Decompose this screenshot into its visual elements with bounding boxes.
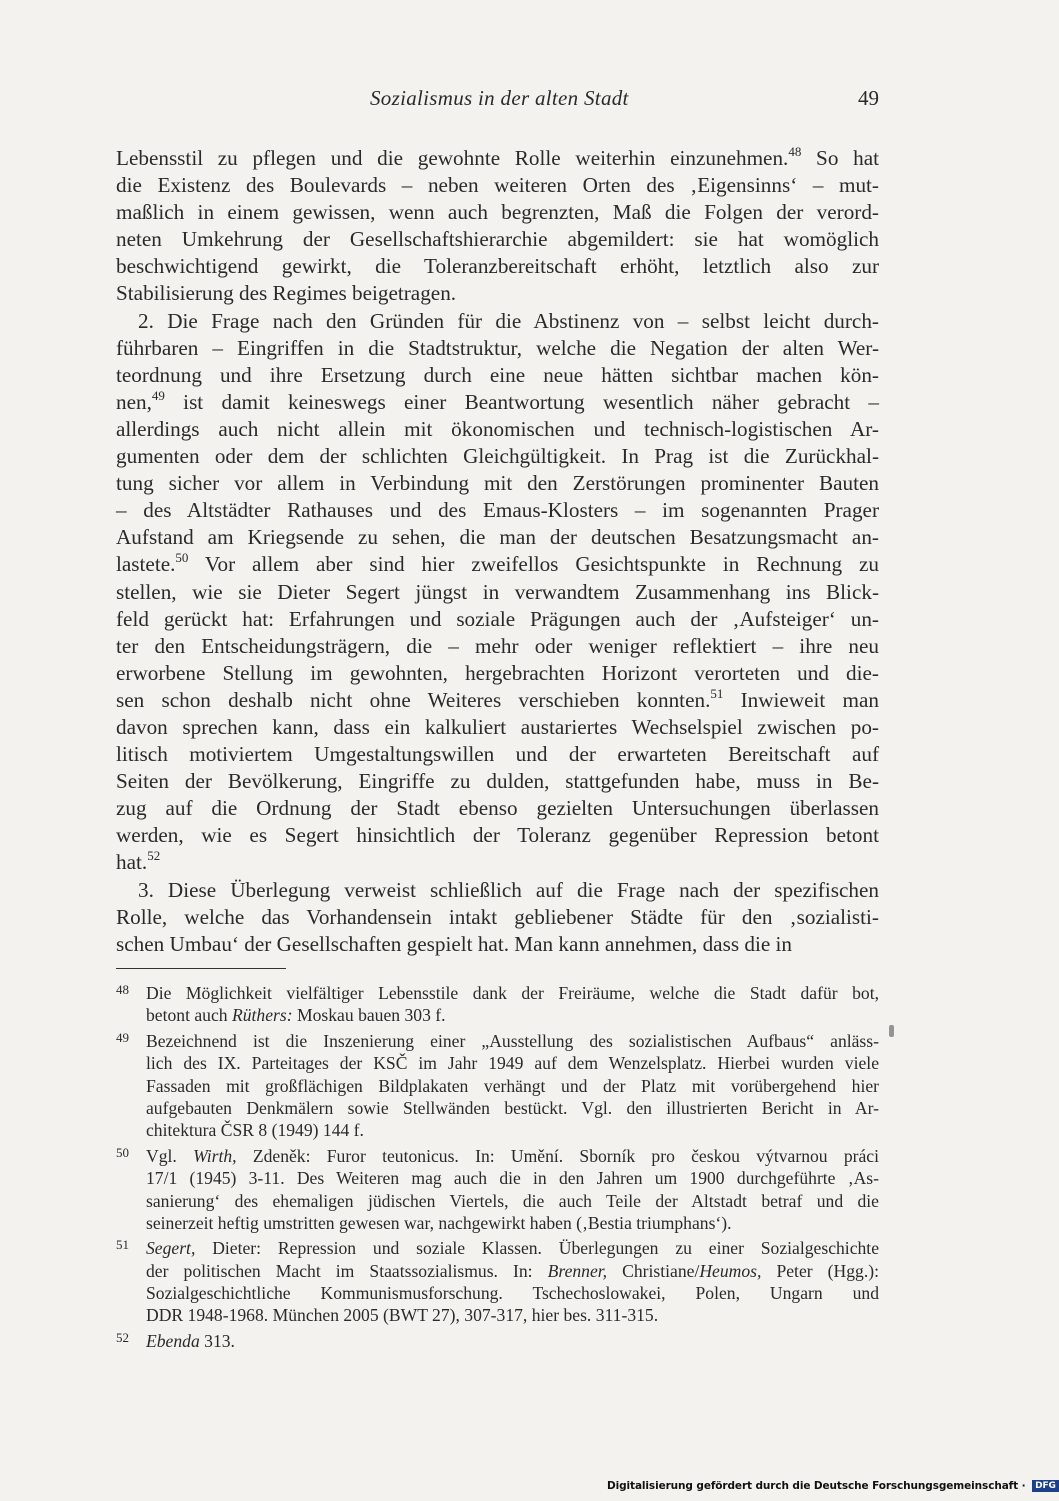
running-head [116,86,879,116]
text-line: die Existenz des Boulevards – neben weiteren Orten des ‚Eigensinns‘ – mut- [116,173,879,198]
footnote-line: Sozialgeschichtliche Kommunismusforschung. Tschechoslowakei, Polen, Ungarn und [146,1283,879,1304]
body-text [116,145,879,958]
footnote-line: der politischen Macht im Staatssozialismus. In: Brenner, Christiane/Heumos, Peter (Hgg.): [146,1260,879,1281]
text-line: werden, wie es Segert hinsichtlich der Toleranz gegenüber Repression betont [116,823,879,848]
footnote [116,982,879,1027]
text-line: teordnung und ihre Ersetzung durch eine neue hätten sichtbar machen kön- [116,362,879,387]
footnote-line: Vgl. Wirth, Zdeněk: Furor teutonicus. In: Umění. Sborník pro českou výtvarnou práci [146,1145,880,1166]
footnote-reference[interactable]: 49 [151,387,165,403]
footnote-reference[interactable]: 52 [147,848,161,864]
footnote-separator [116,968,286,969]
footnote-number: 52 [116,1329,129,1345]
text-line: zug auf die Ordnung der Stadt ebenso gezielten Untersuchungen überlassen [116,796,879,821]
text-line: feld gerückt hat: Erfahrungen und soziale Prägungen auch der ‚Aufsteiger‘ un- [116,606,879,631]
footnote-line: Bezeichnend ist die Inszenierung einer „Ausstellung des sozialistischen Aufbaus“ anläss- [146,1030,879,1051]
footnote-line: lich des IX. Parteitages der KSČ im Jahr 1949 auf dem Wenzelsplatz. Hierbei wurden viele [146,1053,879,1074]
text-line: erworbene Stellung im gewohnten, hergebrachten Horizont verorteten und die- [116,660,879,685]
text-line: führbaren – Eingriffen in die Stadtstruktur, welche die Negation der alten Wer- [116,335,879,360]
footnote-line: seinerzeit heftig umstritten gewesen war, nachgewirkt haben (‚Bestia triumphans‘). [146,1212,732,1233]
footnote-line: DDR 1948-1968. München 2005 (BWT 27), 307-317, hier bes. 311-315. [146,1305,659,1326]
text-line: 3. Diese Überlegung verweist schließlich auf die Frage nach der spezifischen [138,877,879,902]
text-line: Seiten der Bevölkerung, Eingriffe zu dulden, stattgefunden habe, muss in Be- [116,769,879,794]
digitization-credit [607,1480,1059,1492]
text-line: Aufstand am Kriegsende zu sehen, die man der deutschen Besatzungsmacht an- [116,525,879,550]
footnote-line: Segert, Dieter: Repression und soziale Klassen. Überlegungen zu einer Sozialgeschichte [146,1238,879,1259]
text-line: stellen, wie sie Dieter Segert jüngst in verwandtem Zusammenhang ins Blick- [116,579,879,604]
text-line: – des Altstädter Rathauses und des Emaus-Klosters – im sogenannten Prager [116,498,879,523]
footnote-reference[interactable]: 48 [788,143,802,159]
text-line: nen,$^{49}$ ist damit keineswegs einer Beantwortung wesentlich näher gebracht – [116,387,879,414]
text-line: maßlich in einem gewissen, wenn auch begrenzten, Maß die Folgen der verord- [116,200,879,225]
footnote-line: Ebenda 313. [146,1330,235,1351]
footnote-line: 17/1 (1945) 3-11. Des Weiteren mag auch die in den Jahren um 1900 durchgeführte ‚As- [146,1168,879,1189]
text-line: schen Umbau‘ der Gesellschaften gespielt hat. Man kann annehmen, dass die in [116,931,793,956]
scan-mark [889,1025,894,1037]
footnote-number: 49 [116,1029,129,1045]
text-line: lastete.$^{50}$ Vor allem aber sind hier zweifellos Gesichtspunkte in Rechnung zu [116,550,879,577]
footnote [116,1145,879,1235]
text-line: beschwichtigend gewirkt, die Toleranzbereitschaft erhöht, letztlich also zur [116,254,879,279]
footnote [116,1030,879,1142]
text-line: litisch motiviertem Umgestaltungswillen und der erwarteten Bereitschaft auf [116,742,879,767]
text-line: sen schon deshalb nicht ohne Weiteres verschieben konnten.$^{51}$ Inwieweit man [116,685,879,712]
footnotes [116,982,879,1355]
footnote-line: betont auch Rüthers: Moskau bauen 303 f. [146,1005,446,1026]
footnote [116,1237,879,1327]
footnote-line: Die Möglichkeit vielfältiger Lebensstile dank der Freiräume, welche die Stadt dafür bot, [146,983,879,1003]
page-number: 49 [858,86,879,110]
footnote-number: 51 [116,1237,129,1253]
dfg-logo: DFG [1032,1480,1059,1492]
text-line: ter den Entscheidungsträgern, die – mehr oder weniger reflektiert – ihre neu [116,633,879,658]
text-line: davon sprechen kann, dass ein kalkuliert austariertes Wechselspiel zwischen po- [116,714,879,739]
text-line: 2. Die Frage nach den Gründen für die Abstinenz von – selbst leicht durch- [138,308,879,333]
text-line: hat.$^{52}$ [116,848,161,875]
footnote-line: aufgebauten Denkmälern sowie Stellwänden bestückt. Vgl. den illustrierten Bericht in Ar- [146,1097,879,1118]
running-title: Sozialismus in der alten Stadt [370,86,629,110]
text-line: Rolle, welche das Vorhandensein intakt gebliebener Städte für den ‚sozialisti- [116,904,879,929]
text-line: gumenten oder dem der schlichten Gleichgültigkeit. In Prag ist die Zurückhal- [116,444,879,469]
credit-text: Digitalisierung gefördert durch die Deutsche Forschungsgemeinschaft · [607,1480,1026,1492]
footnote-number: 48 [116,982,129,997]
text-line: Lebensstil zu pflegen und die gewohnte Rolle weiterhin einzunehmen.$^{48}$ So hat [116,143,879,170]
text-line: allerdings auch nicht allein mit ökonomischen und technisch-logistischen Ar- [116,416,879,441]
footnote-reference[interactable]: 51 [710,685,724,701]
text-line: Stabilisierung des Regimes beigetragen. [116,281,457,306]
text-line: tung sicher vor allem in Verbindung mit den Zerstörungen prominenter Bauten [116,471,879,496]
footnote-line: sanierung‘ des ehemaligen jüdischen Viertels, die auch Teile der Altstadt betraf und die [146,1190,879,1211]
text-line: neten Umkehrung der Gesellschaftshierarchie abgemildert: sie hat womöglich [116,227,879,252]
footnote [116,1330,879,1352]
footnote-reference[interactable]: 50 [175,550,189,566]
footnote-line: Fassaden mit großflächigen Bildplakaten verhängt und der Platz mit vorübergehend hier [146,1075,879,1096]
footnote-number: 50 [116,1144,129,1160]
footnote-line: chitektura ČSR 8 (1949) 144 f. [146,1120,364,1141]
